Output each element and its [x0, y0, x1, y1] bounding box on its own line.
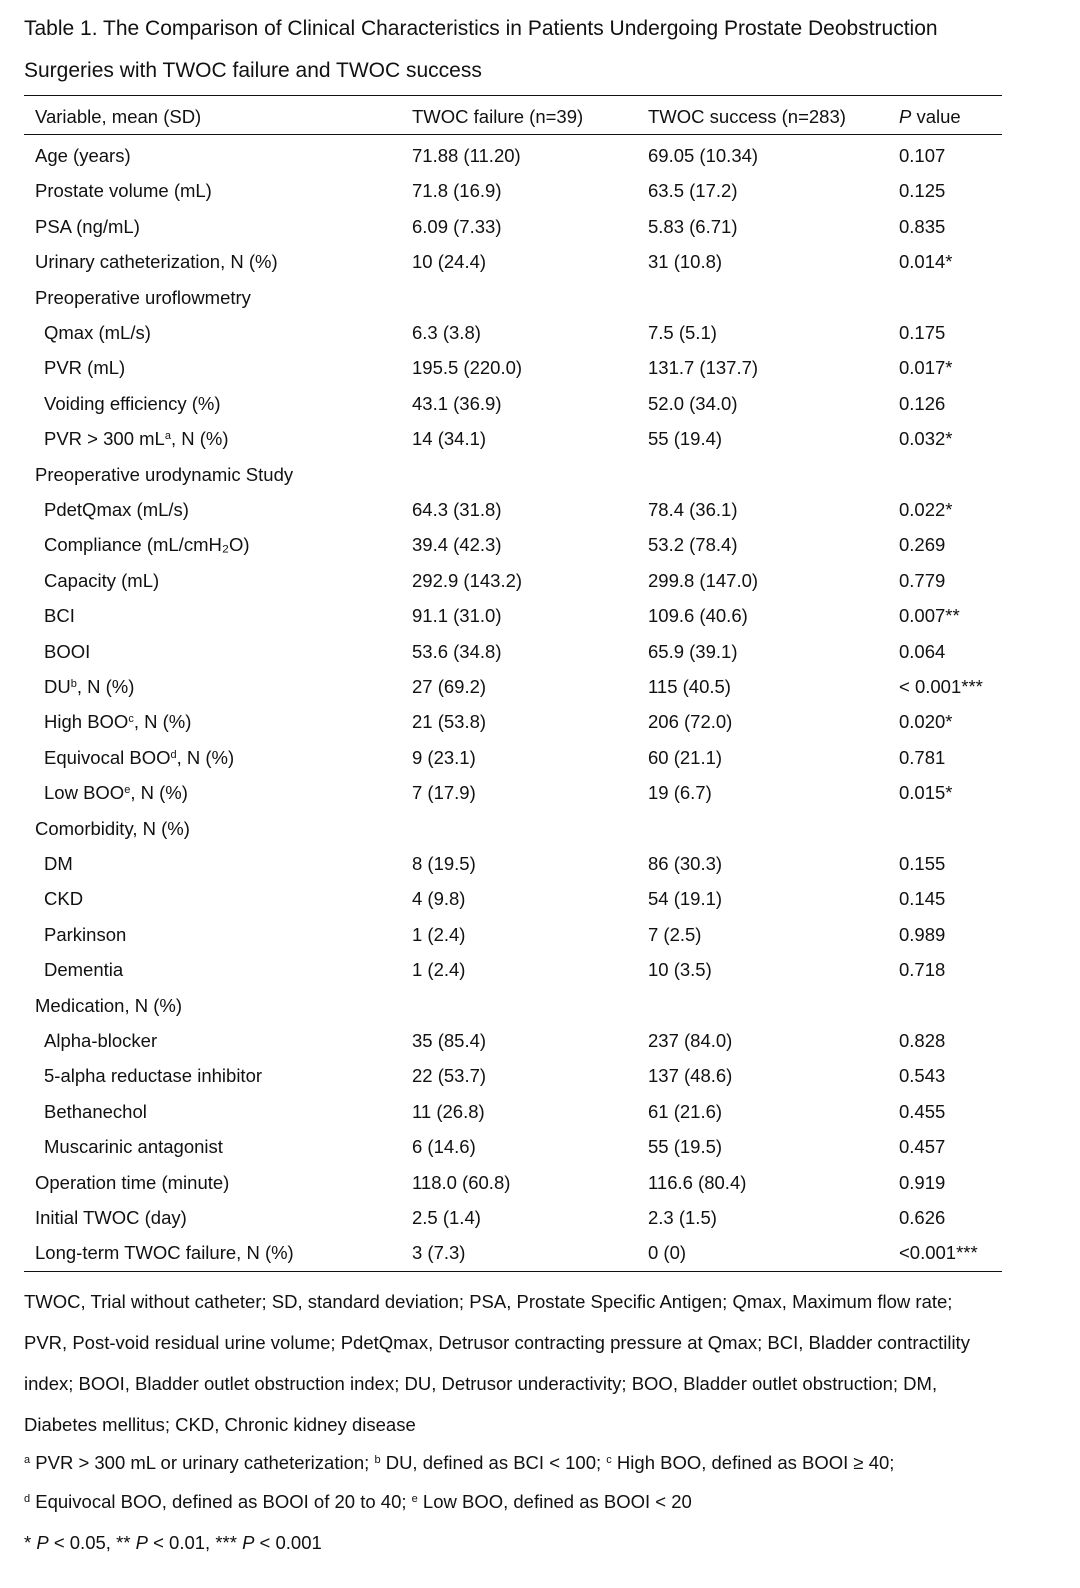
cell-p-value: 0.125	[899, 180, 946, 202]
cell-twoc-success: 19 (6.7)	[648, 782, 712, 804]
variable-label: Urinary catheterization, N (%)	[35, 251, 278, 273]
cell-variable	[35, 457, 293, 492]
cell-variable	[44, 1094, 147, 1129]
footnote-marker-d: d	[24, 1493, 31, 1505]
variable-label: Prostate volume (mL)	[35, 180, 212, 202]
cell-twoc-success: 109.6 (40.6)	[648, 605, 748, 627]
cell-p-value: 0.032*	[899, 428, 953, 450]
table-row	[0, 138, 1080, 173]
cell-variable	[35, 280, 251, 315]
cell-twoc-failure: 64.3 (31.8)	[412, 499, 502, 520]
cell-variable	[35, 209, 140, 244]
cell-variable	[44, 775, 188, 810]
variable-label: Muscarinic antagonist	[44, 1136, 223, 1158]
cell-twoc-success: 60 (21.1)	[648, 746, 723, 768]
abbreviation-line-1: TWOC, Trial without catheter; SD, standard deviation; PSA, Prostate Specific Antigen; Qmax, Maximum flow rate;	[24, 1291, 953, 1312]
cell-variable	[44, 1058, 262, 1093]
cell-variable	[44, 1129, 223, 1164]
abbreviation-line-2: PVR, Post-void residual urine volume; PdetQmax, Detrusor contracting pressure at Qmax; BCI, Bladder contractility	[24, 1332, 970, 1353]
cell-twoc-success: 86 (30.3)	[648, 853, 723, 874]
cell-twoc-success: 55 (19.5)	[648, 1136, 723, 1158]
cell-variable	[44, 917, 126, 952]
cell-variable	[44, 421, 229, 456]
cell-p-value: 0.007**	[899, 605, 960, 627]
cell-variable	[44, 386, 221, 421]
cell-twoc-success: 54 (19.1)	[648, 888, 723, 910]
variable-label: Medication, N (%)	[35, 994, 183, 1016]
variable-label-suffix: , N (%)	[133, 711, 192, 733]
variable-label-suffix: , N (%)	[170, 428, 229, 450]
cell-twoc-failure: 6.3 (3.8)	[412, 322, 481, 343]
cell-variable	[35, 1235, 294, 1270]
cell-variable	[44, 634, 90, 669]
cell-p-value: 0.020*	[899, 711, 953, 733]
footnote-line-2	[24, 1485, 1064, 1519]
variable-label: Preoperative urodynamic Study	[35, 463, 294, 485]
cell-twoc-failure: 2.5 (1.4)	[412, 1207, 481, 1228]
cell-twoc-failure: 71.88 (11.20)	[412, 145, 521, 166]
cell-twoc-failure: 71.8 (16.9)	[412, 180, 502, 202]
variable-label: Equivocal BOO	[44, 746, 171, 768]
significance-footnote	[24, 1526, 1064, 1560]
sig-star-2: **	[116, 1532, 136, 1553]
cell-p-value: 0.989	[899, 923, 946, 945]
table-row	[0, 1094, 1080, 1129]
variable-label: Dementia	[44, 959, 124, 981]
cell-twoc-failure: 21 (53.8)	[412, 711, 487, 733]
table-row	[0, 209, 1080, 244]
cell-p-value: 0.145	[899, 888, 946, 910]
footnote-c-text: High BOO, defined as BOOI ≥ 40;	[611, 1452, 895, 1473]
variable-label: DU	[44, 676, 71, 697]
footnote-marker: d	[170, 748, 177, 761]
table-title-line-2: Surgeries with TWOC failure and TWOC success	[24, 59, 482, 82]
header-p-rest: value	[911, 106, 961, 127]
cell-p-value: 0.126	[899, 392, 946, 414]
table-row	[0, 1235, 1080, 1270]
cell-variable	[44, 563, 159, 598]
footnote-marker-e: e	[411, 1493, 418, 1505]
table-row	[0, 952, 1080, 987]
table-top-rule	[24, 95, 1002, 96]
variable-label: BCI	[44, 605, 75, 627]
table-row	[0, 811, 1080, 846]
variable-label: Age (years)	[35, 145, 131, 166]
cell-twoc-success: 55 (19.4)	[648, 428, 723, 450]
variable-label: Comorbidity, N (%)	[35, 817, 190, 839]
cell-twoc-failure: 3 (7.3)	[412, 1242, 466, 1264]
sig-p-3: P	[242, 1532, 255, 1553]
cell-twoc-success: 53.2 (78.4)	[648, 534, 738, 556]
table-row	[0, 421, 1080, 456]
cell-twoc-success: 206 (72.0)	[648, 711, 733, 733]
variable-label: Bethanechol	[44, 1100, 147, 1122]
cell-variable	[44, 881, 83, 916]
variable-label: Low BOO	[44, 782, 125, 804]
cell-twoc-success: 61 (21.6)	[648, 1100, 723, 1122]
header-p-value	[899, 99, 961, 134]
sig-text-3: < 0.001	[254, 1532, 322, 1553]
cell-twoc-success: 116.6 (80.4)	[648, 1171, 747, 1193]
footnote-d-text: Equivocal BOO, defined as BOOI of 20 to 40;	[30, 1491, 412, 1512]
variable-label: High BOO	[44, 711, 129, 733]
cell-p-value: 0.015*	[899, 782, 953, 804]
cell-p-value: 0.835	[899, 215, 946, 237]
cell-variable	[44, 669, 134, 704]
abbreviation-notes	[24, 1281, 1064, 1445]
table-header-row	[0, 99, 1080, 134]
table-row	[0, 669, 1080, 704]
table-row	[0, 1058, 1080, 1093]
cell-twoc-success: 237 (84.0)	[648, 1030, 733, 1051]
sig-p-1: P	[36, 1532, 49, 1553]
table-row	[0, 527, 1080, 562]
table-row	[0, 315, 1080, 350]
cell-variable	[44, 704, 191, 739]
cell-twoc-success: 7 (2.5)	[648, 923, 702, 945]
table-row	[0, 598, 1080, 633]
sig-text-1: < 0.05,	[48, 1532, 117, 1553]
variable-label: PdetQmax (mL/s)	[44, 499, 189, 520]
variable-label: Operation time (minute)	[35, 1171, 230, 1193]
footnote-marker-a: a	[24, 1454, 31, 1466]
table-row	[0, 988, 1080, 1023]
cell-twoc-failure: 292.9 (143.2)	[412, 569, 523, 591]
cell-p-value: < 0.001***	[899, 676, 983, 697]
cell-variable	[44, 740, 234, 775]
cell-twoc-success: 131.7 (137.7)	[648, 357, 759, 379]
cell-twoc-success: 65.9 (39.1)	[648, 640, 738, 662]
variable-label: Qmax (mL/s)	[44, 322, 151, 343]
table-row	[0, 350, 1080, 385]
table-row	[0, 1129, 1080, 1164]
cell-p-value: 0.828	[899, 1030, 946, 1051]
cell-p-value: 0.175	[899, 322, 946, 343]
table-row	[0, 634, 1080, 669]
table-row	[0, 563, 1080, 598]
footnote-marker: e	[124, 784, 131, 797]
variable-label: DM	[44, 853, 73, 874]
cell-twoc-success: 52.0 (34.0)	[648, 392, 738, 414]
cell-twoc-success: 7.5 (5.1)	[648, 322, 717, 343]
cell-twoc-failure: 8 (19.5)	[412, 853, 476, 874]
table-row	[0, 280, 1080, 315]
cell-twoc-failure: 39.4 (42.3)	[412, 534, 502, 556]
cell-twoc-failure: 22 (53.7)	[412, 1065, 487, 1087]
table-row	[0, 1200, 1080, 1235]
header-variable: Variable, mean (SD)	[35, 106, 202, 127]
cell-variable	[35, 1200, 187, 1235]
abbreviation-line-4: Diabetes mellitus; CKD, Chronic kidney disease	[24, 1414, 416, 1435]
sig-text-2: < 0.01,	[147, 1532, 216, 1553]
cell-p-value: 0.781	[899, 746, 946, 768]
footnote-line-1	[24, 1446, 1064, 1480]
footnote-marker-b: b	[374, 1454, 381, 1466]
cell-twoc-success: 2.3 (1.5)	[648, 1207, 717, 1228]
cell-twoc-failure: 7 (17.9)	[412, 782, 476, 804]
variable-label: Capacity (mL)	[44, 569, 160, 591]
cell-twoc-failure: 1 (2.4)	[412, 959, 466, 981]
table-row	[0, 881, 1080, 916]
cell-twoc-success: 299.8 (147.0)	[648, 569, 759, 591]
cell-twoc-success: 115 (40.5)	[648, 676, 731, 697]
table-row	[0, 244, 1080, 279]
table-row	[0, 846, 1080, 881]
cell-variable	[35, 1165, 229, 1200]
table-row	[0, 1165, 1080, 1200]
table-title-line-1: Table 1. The Comparison of Clinical Characteristics in Patients Undergoing Prostate Deobstruction	[24, 17, 938, 40]
variable-label: Preoperative uroflowmetry	[35, 286, 251, 308]
cell-twoc-failure: 4 (9.8)	[412, 888, 466, 910]
cell-twoc-failure: 27 (69.2)	[412, 676, 487, 697]
cell-variable	[44, 315, 151, 350]
cell-variable	[35, 811, 190, 846]
cell-variable	[44, 527, 250, 562]
variable-label: Alpha-blocker	[44, 1030, 158, 1051]
table-row	[0, 173, 1080, 208]
cell-twoc-failure: 43.1 (36.9)	[412, 392, 502, 414]
variable-label-suffix: , N (%)	[76, 676, 135, 697]
cell-p-value: 0.269	[899, 534, 946, 556]
cell-twoc-failure: 9 (23.1)	[412, 746, 476, 768]
table-row	[0, 457, 1080, 492]
header-twoc-failure: TWOC failure (n=39)	[412, 106, 584, 127]
cell-variable	[35, 988, 182, 1023]
cell-twoc-failure: 1 (2.4)	[412, 923, 466, 945]
sig-p-2: P	[135, 1532, 148, 1553]
cell-variable	[44, 598, 75, 633]
variable-label: 5-alpha reductase inhibitor	[44, 1065, 263, 1087]
variable-label: Voiding efficiency (%)	[44, 392, 221, 414]
table-row	[0, 492, 1080, 527]
footnote-e-text: Low BOO, defined as BOOI < 20	[417, 1491, 692, 1512]
variable-label: BOOI	[44, 640, 91, 662]
cell-p-value: 0.626	[899, 1207, 946, 1228]
header-twoc-success: TWOC success (n=283)	[648, 106, 846, 127]
variable-label: PSA (ng/mL)	[35, 215, 140, 237]
cell-twoc-success: 31 (10.8)	[648, 251, 723, 273]
table-row	[0, 917, 1080, 952]
cell-twoc-failure: 91.1 (31.0)	[412, 605, 502, 627]
cell-p-value: 0.014*	[899, 251, 953, 273]
footnote-marker: c	[128, 713, 134, 726]
header-p-italic: P	[899, 106, 912, 127]
cell-variable	[44, 952, 123, 987]
footnote-a-text: PVR > 300 mL or urinary catheterization;	[30, 1452, 375, 1473]
table-header-rule	[24, 134, 1002, 135]
cell-twoc-success: 10 (3.5)	[648, 959, 712, 981]
cell-p-value: 0.718	[899, 959, 946, 981]
cell-p-value: 0.779	[899, 569, 946, 591]
footnote-b-text: DU, defined as BCI < 100;	[380, 1452, 607, 1473]
cell-variable	[44, 846, 73, 881]
cell-variable	[35, 244, 278, 279]
table-bottom-rule	[24, 1271, 1002, 1272]
cell-p-value: <0.001***	[899, 1242, 978, 1264]
footnote-marker: b	[70, 678, 77, 690]
cell-twoc-failure: 118.0 (60.8)	[412, 1171, 511, 1193]
cell-p-value: 0.919	[899, 1171, 946, 1193]
cell-variable	[35, 138, 131, 173]
cell-twoc-failure: 10 (24.4)	[412, 251, 487, 273]
table-row	[0, 704, 1080, 739]
cell-variable	[44, 492, 189, 527]
cell-p-value: 0.107	[899, 145, 946, 166]
variable-label-suffix: , N (%)	[130, 782, 188, 804]
cell-twoc-failure: 6.09 (7.33)	[412, 215, 502, 237]
cell-twoc-success: 5.83 (6.71)	[648, 215, 738, 237]
sig-star-3: ***	[215, 1532, 243, 1553]
cell-p-value: 0.017*	[899, 357, 953, 379]
variable-label: Initial TWOC (day)	[35, 1207, 187, 1228]
cell-p-value: 0.543	[899, 1065, 946, 1087]
cell-twoc-failure: 35 (85.4)	[412, 1030, 487, 1051]
sig-star-1: *	[24, 1532, 37, 1553]
table-row	[0, 740, 1080, 775]
cell-p-value: 0.022*	[899, 499, 953, 520]
table-row	[0, 775, 1080, 810]
cell-p-value: 0.457	[899, 1136, 946, 1158]
cell-variable	[35, 173, 212, 208]
cell-p-value: 0.455	[899, 1100, 946, 1122]
cell-twoc-success: 137 (48.6)	[648, 1065, 733, 1087]
cell-p-value: 0.155	[899, 853, 946, 874]
variable-label: PVR (mL)	[44, 357, 126, 379]
cell-twoc-success: 0 (0)	[648, 1242, 687, 1264]
cell-twoc-success: 69.05 (10.34)	[648, 145, 759, 166]
cell-twoc-failure: 6 (14.6)	[412, 1136, 476, 1158]
footnote-marker-c: c	[606, 1454, 612, 1466]
variable-label: PVR > 300 mL	[44, 428, 165, 450]
cell-twoc-failure: 14 (34.1)	[412, 428, 487, 450]
variable-label-suffix: , N (%)	[176, 746, 235, 768]
table-row	[0, 1023, 1080, 1058]
cell-p-value: 0.064	[899, 640, 946, 662]
footnote-marker: a	[164, 430, 171, 443]
variable-label: Parkinson	[44, 923, 127, 945]
cell-variable	[44, 1023, 157, 1058]
cell-twoc-success: 78.4 (36.1)	[648, 499, 738, 520]
cell-twoc-failure: 195.5 (220.0)	[412, 357, 523, 379]
variable-label: CKD	[44, 888, 84, 910]
cell-twoc-failure: 11 (26.8)	[412, 1100, 485, 1122]
table-title	[24, 8, 1074, 92]
variable-label: Compliance (mL/cmH₂O)	[44, 534, 250, 556]
cell-variable	[44, 350, 125, 385]
abbreviation-line-3: index; BOOI, Bladder outlet obstruction index; DU, Detrusor underactivity; BOO, Bladder outlet obstruction; DM,	[24, 1373, 938, 1394]
cell-twoc-success: 63.5 (17.2)	[648, 180, 738, 202]
table-row	[0, 386, 1080, 421]
cell-twoc-failure: 53.6 (34.8)	[412, 640, 502, 662]
variable-label: Long-term TWOC failure, N (%)	[35, 1242, 294, 1264]
